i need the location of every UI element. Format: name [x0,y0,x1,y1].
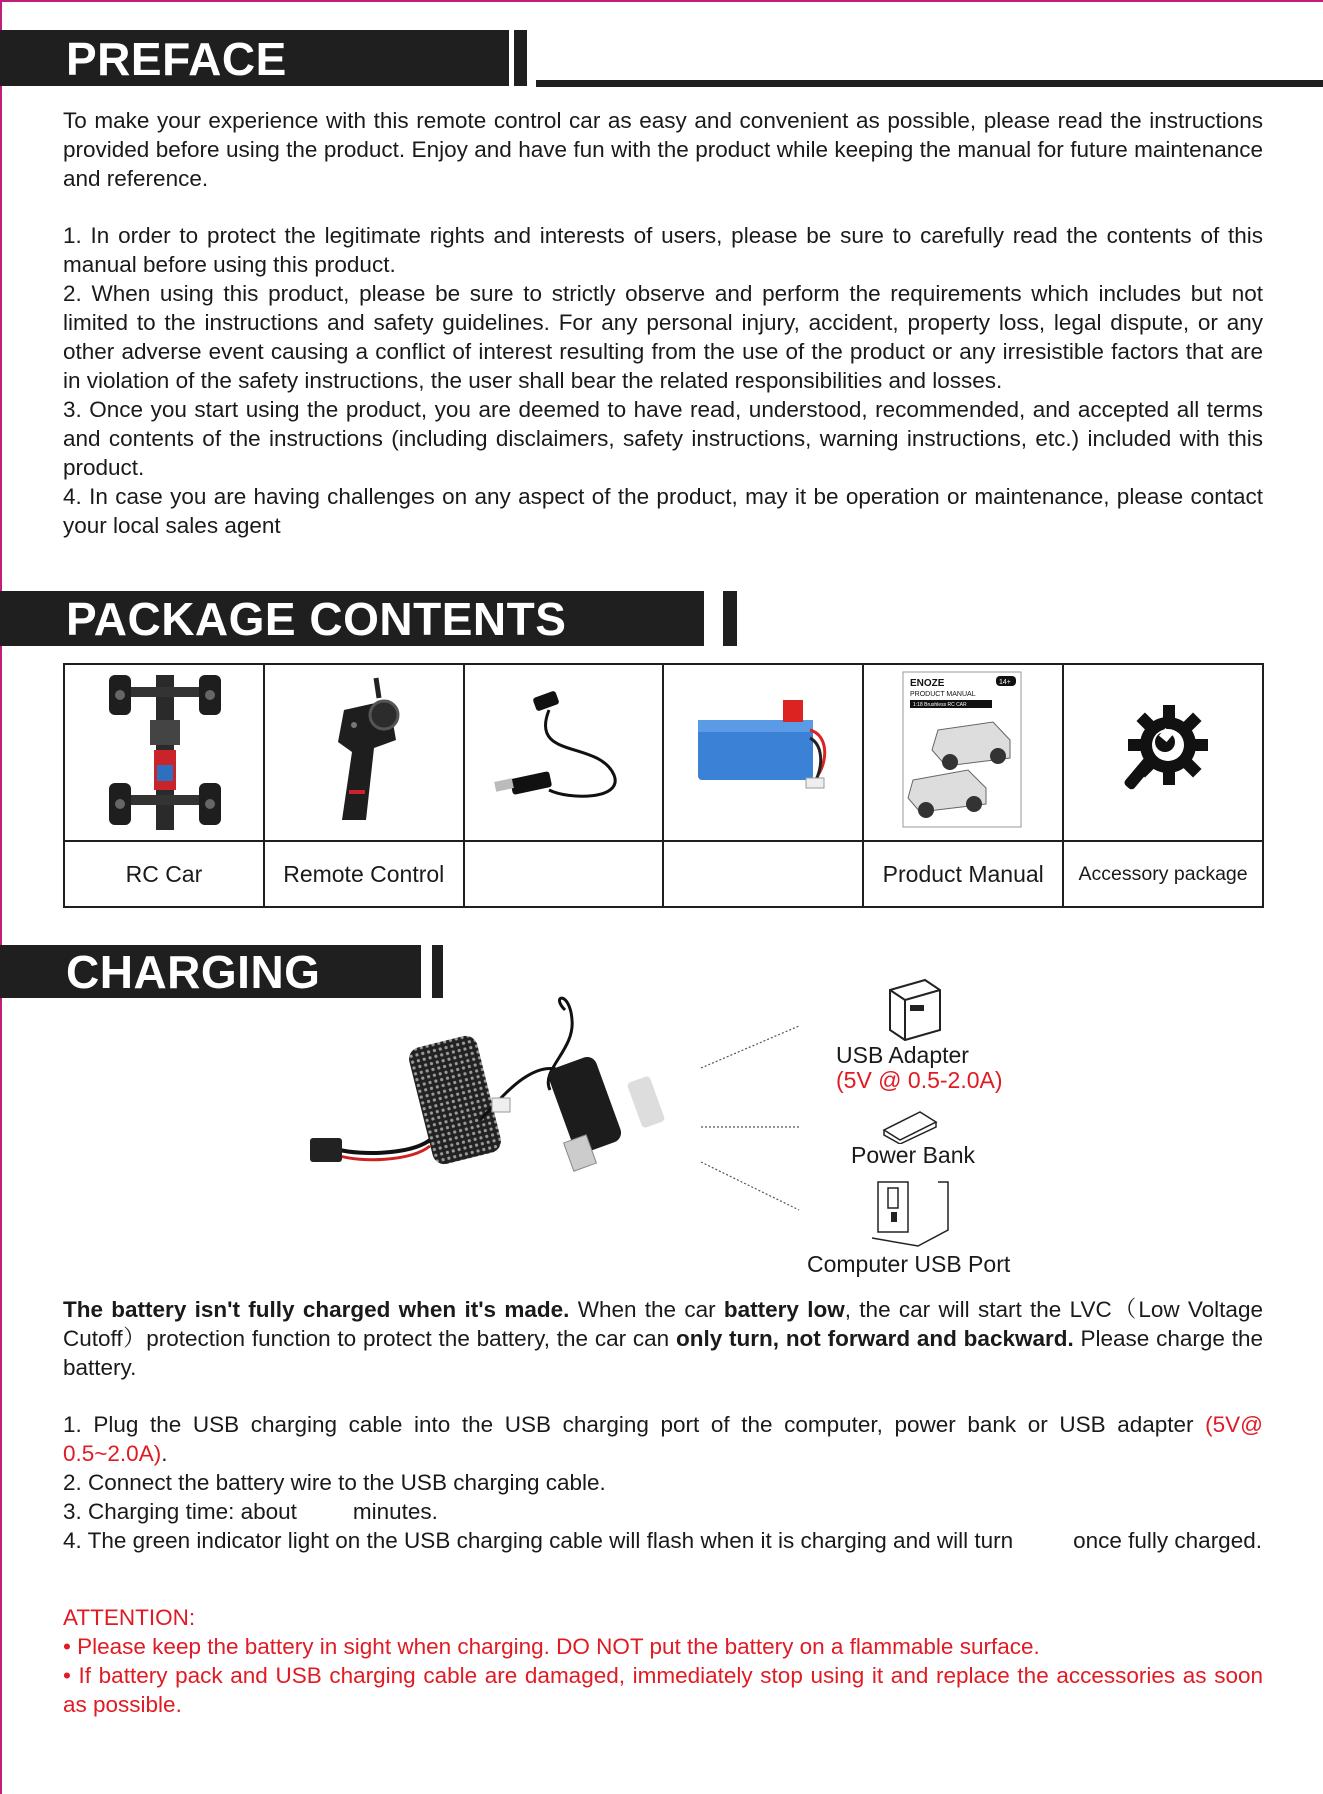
usb-cable-cell [464,664,664,841]
charging-note-bold-1: The battery isn't fully charged when it's made. [63,1297,570,1322]
preface-intro-text: To make your experience with this remote control car as easy and convenient as possible, please read the instructions provided before using the product. Enjoy and have fun with the product while keeping the manual for future maintenance and reference. [63,108,1263,191]
battery-label [663,841,863,907]
usb-adapter-spec: (5V @ 0.5-2.0A) [836,1067,1003,1093]
attention-item-2: • If battery pack and USB charging cable are damaged, immediately stop using it and replace the accessories as soon as possible. [63,1663,1263,1717]
gear-wrench-icon [1113,700,1213,800]
attention-block [63,1603,1263,1719]
charging-step-3-a: 3. Charging time: about [63,1499,297,1524]
connector-lines [695,1020,805,1220]
usb-adapter-label: USB Adapter [836,1042,969,1068]
charging-step-2: 2. Connect the battery wire to the USB charging cable. [63,1470,606,1495]
manual-cell [863,664,1063,841]
charging-step-4-b: once fully charged. [1073,1528,1262,1553]
charging-step-3-b: minutes. [352,1499,438,1524]
package-contents-heading-accent [723,591,737,646]
charging-note [63,1295,1263,1382]
usb-adapter-icon [880,975,950,1045]
power-bank-icon [880,1108,940,1144]
usb-cable-label [464,841,664,907]
battery-cell [663,664,863,841]
package-contents-table [63,663,1264,908]
page-edge-left [0,0,2,1794]
attention-title: ATTENTION: [63,1605,196,1630]
battery-image [688,690,838,810]
charging-note-bold-3: only turn, not forward and backward. [675,1326,1074,1351]
rc-car-cell [64,664,264,841]
product-manual-label: Product Manual [863,841,1063,907]
accessory-package-label: Accessory package [1063,841,1263,907]
remote-control-image [304,670,424,830]
preface-intro [63,106,1263,193]
charging-note-bold-2: battery low [723,1297,845,1322]
preface-items [63,221,1263,540]
manual-model-line: 1:18 Brushless RC CAR [913,702,967,708]
remote-control-cell [264,664,464,841]
preface-heading-rule [536,80,1323,87]
preface-item-1: 1. In order to protect the legitimate rights and interests of users, please be sure to carefully read the contents of this manual before using this product. [63,223,1263,277]
charging-heading: CHARGING [0,945,421,998]
charging-step-4 [63,1526,1263,1555]
battery-cable-illustration [300,990,680,1190]
computer-usb-port-label: Computer USB Port [807,1251,1011,1277]
computer-usb-port-icon [868,1178,958,1250]
accessory-cell [1063,664,1263,841]
remote-control-label: Remote Control [264,841,464,907]
preface-item-4: 4. In case you are having challenges on any aspect of the product, may it be operation or maintenance, please contact your local sales agent [63,484,1263,538]
preface-item-2: 2. When using this product, please be sure to strictly observe and perform the requirements which includes but not limited to the instructions and safety guidelines. For any personal injury, accident, property loss, legal dispute, or any other adverse event causing a conflict of interest resulting from the use of the product or any irresistible factors that are in violation of the safety instructions, the user shall bear the related responsibilities and losses. [63,281,1263,393]
usb-cable-image [489,680,639,820]
manual-subtitle: PRODUCT MANUAL [910,691,976,698]
rc-car-image [104,665,224,835]
charging-step-1-end: . [161,1441,168,1466]
charging-steps [63,1410,1263,1555]
preface-item-3: 3. Once you start using the product, you are deemed to have read, understood, recommended, and accepted all terms and contents of the instructions (including disclaimers, safety instructions, warning instructions, etc.) included with this product. [63,397,1263,480]
package-contents-heading: PACKAGE CONTENTS [0,591,704,646]
manual-image [898,670,1028,830]
preface-heading-accent [514,30,527,86]
charging-step-1-spec: (5V@ 0.5~2.0A) [63,1412,1263,1466]
preface-heading: PREFACE [0,30,509,86]
power-bank-label: Power Bank [851,1142,976,1168]
charging-step-1 [63,1410,1263,1468]
rc-car-label: RC Car [64,841,264,907]
charging-note-text-3: Please charge the battery. [63,1326,1263,1380]
attention-item-1: • Please keep the battery in sight when charging. DO NOT put the battery on a flammable surface. [63,1634,1040,1659]
charging-note-text-1: When the car [569,1297,724,1322]
page-edge-top [0,0,1323,2]
manual-brand: ENOZE [910,678,945,689]
charging-note-text-2: , the car will start the LVC（Low Voltage Cutoff）protection function to protect the battery, the car can [63,1297,1263,1351]
charging-step-1-text: 1. Plug the USB charging cable into the USB charging port of the computer, power bank or USB adapter [63,1412,1206,1437]
charging-step-4-a: 4. The green indicator light on the USB charging cable will flash when it is charging and will turn [63,1528,1014,1553]
manual-age-badge: 14+ [999,679,1012,686]
charging-step-3 [63,1497,1263,1526]
